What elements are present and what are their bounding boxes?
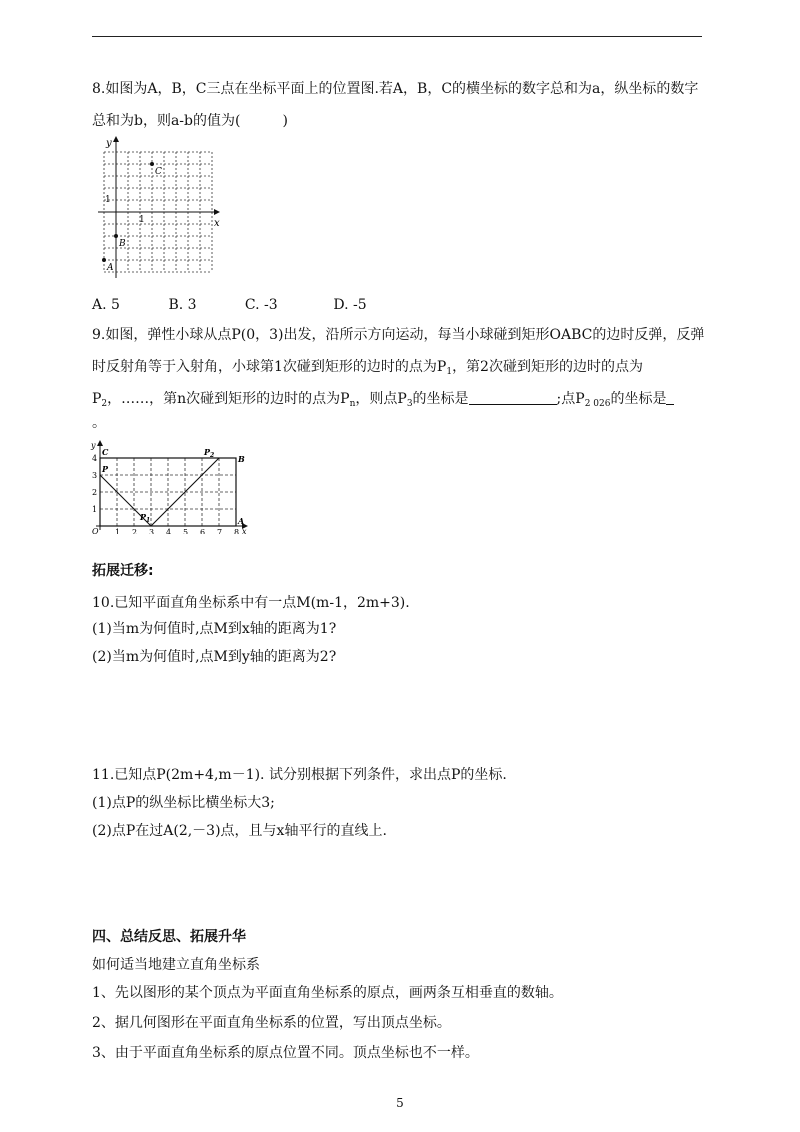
q8-x-axis-label: x [214, 218, 220, 229]
q8-options [92, 296, 367, 314]
q9-rectangle-figure [88, 440, 252, 534]
q8-option-c[interactable]: C. -3 [244, 297, 278, 313]
q11-part1: (1)点P的纵坐标比横坐标大3; [92, 795, 275, 811]
q8-tick-x: 1 [139, 215, 145, 225]
q9-label-p: P [102, 464, 109, 474]
q8-points [102, 162, 162, 273]
q9-x-axis-label: x [242, 527, 247, 534]
summary-intro: 如何适当地建立直角坐标系 [92, 957, 260, 973]
q8-line2: 总和为b，则a-b的值为( ) [92, 113, 288, 129]
q9-line4: 。 [92, 415, 106, 431]
q9-line2: 时反射角等于入射角，小球第1次碰到矩形的边时的点为$P_1$，第2次碰到矩形的边时的点为 [92, 359, 643, 377]
q8-point-b [114, 234, 118, 238]
q9-origin-label: O [92, 527, 99, 534]
q8-option-b[interactable]: B. 3 [168, 297, 197, 313]
q10-line1: 10.已知平面直角坐标系中有一点M(m-1，2m+3). [92, 595, 410, 611]
q9-y-tick-label: 4 [92, 454, 98, 463]
q9-x-tick-label: 4 [166, 528, 172, 534]
q8-coordinate-figure [92, 134, 222, 280]
q9-x-tick-label: 7 [217, 528, 223, 534]
q8-point-a [102, 258, 106, 262]
q9-line3: $P_2$，……，第n次碰到矩形的边时的点为$P_n$，则点$P_3$的坐标是 ;点$P_{2 026}$的坐标是 [92, 390, 674, 413]
q8-y-axis-label: y [106, 138, 112, 149]
q10-part2: (2)当m为何值时,点M到y轴的距离为2? [92, 649, 337, 665]
q9-x-tick-label: 2 [132, 528, 138, 534]
summary-item-1: 1、先以图形的某个顶点为平面直角坐标系的原点，画两条互相垂直的数轴。 [92, 985, 563, 1001]
q11-line1: 11.已知点P(2m+4,m－1). 试分别根据下列条件，求出点P的坐标. [92, 767, 507, 783]
q8-y-arrow [113, 136, 119, 142]
q9-y-tick-label: 1 [92, 505, 98, 514]
q10-part1: (1)当m为何值时,点M到x轴的距离为1? [92, 621, 337, 637]
header-rule [92, 36, 702, 37]
q9-answer-blank-1[interactable] [469, 390, 557, 405]
q8-point-c [150, 162, 154, 166]
q9-label-c: C [102, 447, 109, 457]
q9-y-axis-label: y [91, 441, 96, 450]
q11-part2: (2)点P在过A(2,－3)点，且与x轴平行的直线上. [92, 823, 387, 839]
q9-y-tick-label: 3 [92, 471, 98, 480]
q8-point-label-b: B [119, 239, 126, 249]
q8-line1: 8.如图为A，B，C三点在坐标平面上的位置图.若A，B，C的横坐标的数字总和为a，纵坐标的数字 [92, 81, 699, 97]
q9-line1: 9.如图，弹性小球从点P(0，3)出发，沿所示方向运动，每当小球碰到矩形OABC的边时反弹，反弹 [92, 327, 705, 343]
q9-label-p1: $P_1$ [140, 512, 151, 524]
q9-label-a: A [238, 516, 245, 526]
q9-y-tick-label: 2 [92, 488, 98, 497]
summary-heading: 四、总结反思、拓展升华 [92, 929, 246, 945]
summary-item-3: 3、由于平面直角坐标系的原点位置不同。顶点坐标也不一样。 [92, 1045, 479, 1061]
section-extend-heading: 拓展迁移: [92, 563, 154, 579]
q9-x-tick-label: 1 [115, 528, 121, 534]
q8-x-arrow [214, 209, 220, 215]
q9-x-tick-label: 8 [234, 528, 240, 534]
q9-label-b: B [238, 454, 245, 464]
page-number: 5 [396, 1096, 404, 1110]
summary-item-2: 2、据几何图形在平面直角坐标系的位置，写出顶点坐标。 [92, 1015, 451, 1031]
q9-x-tick-label: 3 [149, 528, 155, 534]
q9-x-tick-label: 6 [200, 528, 206, 534]
q8-option-d[interactable]: D. -5 [333, 297, 367, 313]
q9-grid [100, 458, 236, 526]
q8-tick-y: 1 [105, 195, 111, 205]
q8-point-label-a: A [107, 263, 114, 273]
q9-y-arrow [97, 440, 103, 446]
q8-point-label-c: C [155, 167, 162, 177]
q9-answer-blank-2[interactable] [666, 390, 674, 405]
q9-labels [92, 454, 239, 534]
q9-x-tick-label: 5 [183, 528, 189, 534]
q9-label-p2: $P_2$ [204, 447, 215, 459]
q8-option-a[interactable]: A. 5 [92, 297, 120, 313]
